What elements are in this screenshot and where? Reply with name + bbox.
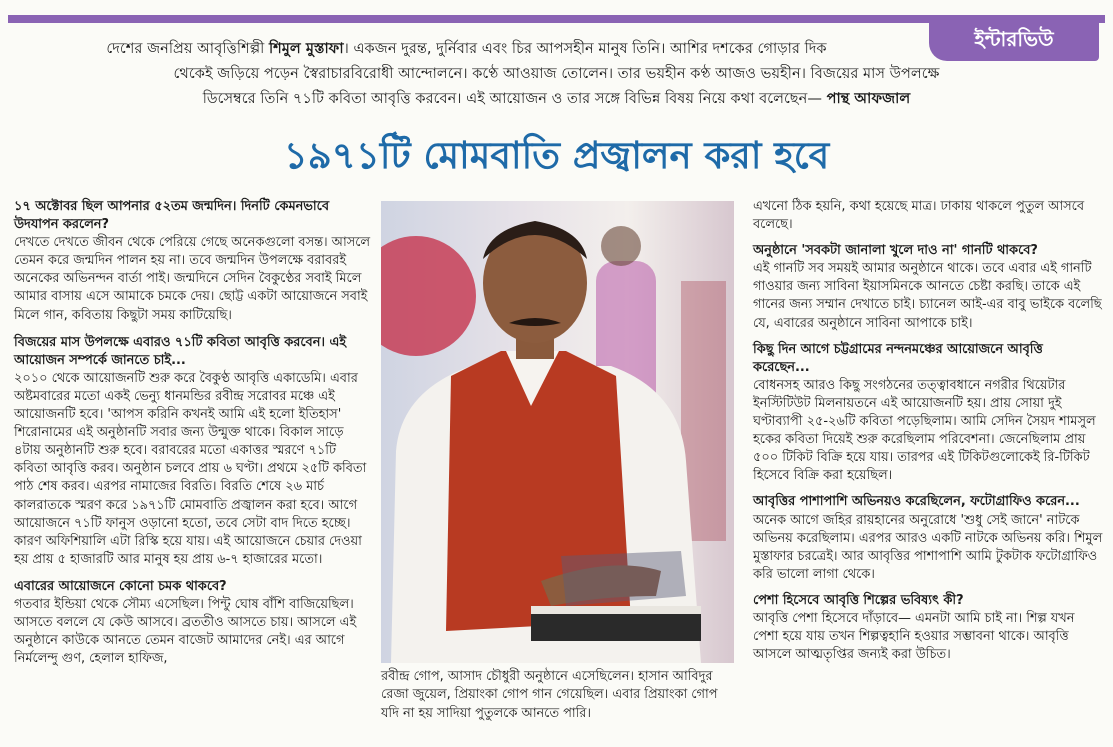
- column-left: [14, 198, 372, 677]
- intro-text: ডিসেম্বরে তিনি ৭১টি কবিতা আবৃত্তি করবেন। এই আয়োজন ও তার সঙ্গে বিভিন্ন বিষয় নিয়ে কথা বলেছেন—: [202, 90, 822, 107]
- answer: বোধনসহ আরও কিছু সংগঠনের তত্ত্বাবধানে নগরীর থিয়েটার ইনস্টিটিউট মিলনায়তনে এই আয়োজনটি হয়। প্রায় সোয়া দুই ঘণ্টাব্যাপী ২৫-২৬টি কবিতা পড়েছিলাম। আমি সেদিন সৈয়দ শামসুল হকের কবিতা দিয়েই শুরু করেছিলাম পরিবেশনা। জেনেছিলাম প্রায় ৫০০ টিকিট বিক্রি হয়ে যায়। তারপর এই টিকিটগুলোকেই রি-টিকিট হিসেবে বিক্রি করা হয়েছিল।: [753, 377, 1096, 484]
- answer: গতবার ইন্ডিয়া থেকে সৌম্য এসেছিল। পিন্টু ঘোষ বাঁশি বাজিয়েছিল। আসতে বললে যে কেউ আসবে। ব্রততীও আসতে চায়। আসলে এই অনুষ্ঠানে কাউকে আনতে তেমন বাজেট আমাদের নেই। এর আগে নির্মলেন্দু গুণ, হেলাল হাফিজ,: [14, 596, 357, 667]
- intro-paragraph: [14, 36, 1099, 111]
- intro-text: দেশের জনপ্রিয় আবৃত্তিশিল্পী: [106, 40, 265, 57]
- intro-line-2: থেকেই জড়িয়ে পড়েন স্বৈরাচারবিরোধী আন্দোলনে। কণ্ঠে আওয়াজ তোলেন। তার ভয়হীন কণ্ঠ আজও ভয়হীন। বিজয়ের মাস উপলক্ষে: [173, 65, 940, 82]
- column-right: [753, 198, 1103, 672]
- intro-text: । একজন দুরন্ত, দুর্নিবার এবং চির আপসহীন মানুষ তিনি। আশির দশকের গোড়ার দিক: [343, 40, 827, 57]
- answer: আবৃত্তি পেশা হিসেবে দাঁড়াবে— এমনটা আমি চাই না। শিল্প যখন পেশা হয়ে যায় তখন শিল্পত্বহানি হওয়ার সম্ভাবনা থাকে। আবৃত্তি আসলে আত্মতৃপ্তির জন্যই করা উচিত।: [753, 610, 1075, 663]
- interviewer-name: পান্থ আফজাল: [826, 90, 911, 107]
- headline: ১৯৭১টি মোমবাতি প্রজ্বালন করা হবে: [283, 133, 830, 177]
- question: কিছু দিন আগে চট্টগ্রামের নন্দনমঞ্চের আয়োজনে আবৃত্তি করেছেন...: [753, 341, 1043, 375]
- answer: এখনো ঠিক হয়নি, কথা হয়েছে মাত্র। ঢাকায় থাকলে পুতুল আসবে বলেছে।: [753, 199, 1085, 233]
- intro-line-1: [14, 36, 1099, 61]
- answer: ২০১০ থেকে আয়োজনটি শুরু করে বৈকুণ্ঠ আবৃত্তি একাডেমি। এবার অষ্টমবারের মতো একই ভেন্যু ধানমন্ডির রবীন্দ্র সরোবর মঞ্চে এই আয়োজনটি হবে। 'আপস করিনি কখনই আমি এই হলো ইতিহাস' শিরোনামের এই অনুষ্ঠানটি সবার জন্য উন্মুক্ত থাকে। বিকাল সাড়ে ৪টায় অনুষ্ঠানটি শুরু হবে। বরাবরের মতো একাত্তর স্মরণে ৭১টি কবিতা আবৃত্তি করব। অনুষ্ঠান চলবে প্রায় ৬ ঘণ্টা। প্রথমে ২৫টি কবিতা পাঠ শেষ করব। এরপর নামাজের বিরতি। বিরতি শেষে ২৬ মার্চ কালরাতকে স্মরণ করে ১৯৭১টি মোমবাতি প্রজ্বালন করা হবে। আগে আয়োজনে ৭১টি ফানুস ওড়ানো হতো, তবে সেটা বাদ দিতে হচ্ছে। কারণ অফিশিয়ালি এটা রিস্কি হয়ে যায়। এই আয়োজনে চেয়ার দেওয়া হয় প্রায় ৫ হাজারটি আর মানুষ হয় প্রায় ৬-৭ হাজারের মতো।: [14, 370, 367, 567]
- question: অনুষ্ঠানে 'সবকটা জানালা খুলে দাও না' গানটি থাকবে?: [753, 243, 1038, 259]
- answer: অনেক আগে জহির রায়হানের অনুরোধে 'শুধু সেই জানে' নাটকে অভিনয় করেছিলাম। এরপর আরও একটি নাটকে অভিনয় করি। শিমুল মুস্তাফার চরত্রেই। আর আবৃত্তির পাশাপাশি আমি টুকটাক ফটোগ্রাফিও করি ভালো লাগা থেকে।: [753, 512, 1103, 582]
- caption-text: রবীন্দ্র গোপ, আসাদ চৌধুরী অনুষ্ঠানে এসেছিলেন। হাসান আবিদুর রেজা জুয়েল, প্রিয়াংকা গোপ গান গেয়েছিল। এবার প্রিয়াংকা গোপ যদি না হয় সাদিয়া পুতুলকে আনতে পারি।: [381, 669, 718, 721]
- answer: এই গানটি সব সময়ই আমার অনুষ্ঠানে থাকে। তবে এবার এই গানটি গাওয়ার জন্য সাবিনা ইয়াসমিনকে আনতে চেষ্টা করছি। তাকে এই গানের জন্য সম্মান দেখাতে চাই। চ্যানেল আই-এর বাবু ভাইকে বলেছি যে, এবারের অনুষ্ঠানে সাবিনা আপাকে চাই।: [753, 261, 1102, 331]
- answer: দেখতে দেখতে জীবন থেকে পেরিয়ে গেছে অনেকগুলো বসন্ত। আসলে তেমন করে জন্মদিন পালন হয় না। তবে জন্মদিন উপলক্ষে বরাবরই অনেকের অভিনন্দন বার্তা পাই। জন্মদিনে সেদিন বৈকুণ্ঠের সবাই মিলে আমার বাসায় এসে আমাকে চমকে দেয়। ছোট্ট একটা আয়োজনে সবাই মিলে গান, কবিতায় কিছুটা সময় কাটিয়েছি।: [14, 235, 371, 323]
- question: পেশা হিসেবে আবৃত্তি শিল্পের ভবিষ্যৎ কী?: [753, 592, 964, 608]
- section-tag: ইন্টারভিউ: [929, 21, 1099, 61]
- question: এবারের আয়োজনে কোনো চমক থাকবে?: [14, 578, 227, 594]
- artist-name: শিমুল মুস্তাফা: [268, 40, 344, 57]
- portrait-illustration: [381, 201, 734, 663]
- question: বিজয়ের মাস উপলক্ষে এবারও ৭১টি কবিতা আবৃত্তি করবেন। এই আয়োজন সম্পর্কে জানতে চাই...: [14, 334, 347, 368]
- question: ১৭ অক্টোবর ছিল আপনার ৫২তম জন্মদিন। দিনটি কেমনভাবে উদযাপন করলেন?: [14, 199, 329, 233]
- question: আবৃত্তির পাশাপাশি অভিনয়ও করেছিলেন, ফটোগ্রাফিও করেন...: [753, 494, 1080, 510]
- portrait-photo: [381, 201, 734, 663]
- intro-line-3: [14, 86, 1099, 111]
